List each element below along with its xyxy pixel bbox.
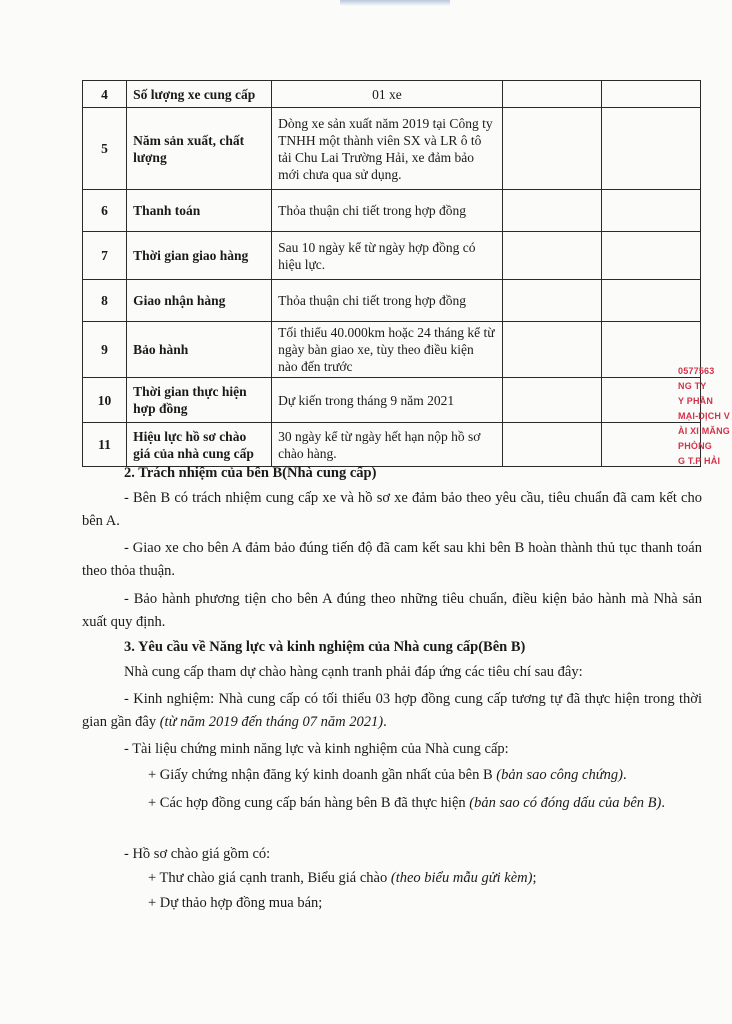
document-item-2-end: . <box>661 795 665 811</box>
company-stamp <box>672 360 732 500</box>
document-item-1-text: + Giấy chứng nhận đăng ký kinh doanh gần nhất của bên B <box>148 767 497 783</box>
row-criterion: Thời gian thực hiện hợp đồng <box>127 378 272 423</box>
stamp-text-line: PHÒNG <box>678 441 713 451</box>
row-criterion: Hiệu lực hồ sơ chào giá của nhà cung cấp <box>127 423 272 467</box>
document-item-2-note: (bản sao có đóng dấu của bên B) <box>469 795 662 811</box>
experience-period: (từ năm 2019 đến tháng 07 năm 2021) <box>159 714 384 730</box>
row-criterion: Năm sản xuất, chất lượng <box>127 108 272 190</box>
row-number: 5 <box>83 108 127 190</box>
document-item-1-note: (bản sao công chứng) <box>496 767 623 783</box>
stamp-text-line: 0577563 <box>678 366 715 376</box>
row-criterion: Bảo hành <box>127 322 272 378</box>
row-number: 6 <box>83 190 127 232</box>
row-requirement: 01 xe <box>272 81 503 108</box>
quote-item-1 <box>86 867 732 890</box>
experience-text: - Kinh nghiệm: Nhà cung cấp có tối thiểu 03 hợp đồng cung cấp tương tự đã thực hiện trong thời gian gần đây <box>82 691 702 730</box>
section2-paragraph-3: - Bảo hành phương tiện cho bên A đúng theo những tiêu chuẩn, điều kiện bảo hành mà Nhà sản xuất quy định. <box>82 591 702 630</box>
row-requirement: Thỏa thuận chi tiết trong hợp đồng <box>272 190 503 232</box>
row-blank-cell <box>502 378 601 423</box>
row-blank-cell <box>502 322 601 378</box>
quote-item-2: + Dự thảo hợp đồng mua bán; <box>148 895 323 911</box>
row-blank-cell <box>502 232 601 280</box>
row-blank-cell <box>601 108 700 190</box>
row-blank-cell <box>502 81 601 108</box>
row-blank-cell <box>502 280 601 322</box>
table-row <box>83 378 701 423</box>
document-item-1-end: . <box>622 767 627 783</box>
section3-heading: 3. Yêu cầu về Năng lực và kinh nghiệm của Nhà cung cấp(Bên B) <box>124 639 526 655</box>
row-requirement: Sau 10 ngày kể từ ngày hợp đồng có hiệu lực. <box>272 232 503 280</box>
document-item-2 <box>82 792 702 815</box>
row-criterion: Thanh toán <box>127 190 272 232</box>
row-number: 9 <box>83 322 127 378</box>
row-blank-cell <box>601 280 700 322</box>
row-blank-cell <box>601 190 700 232</box>
table-row <box>83 232 701 280</box>
section2-paragraph-1: - Bên B có trách nhiệm cung cấp xe và hồ sơ xe đảm bảo theo yêu cầu, tiêu chuẩn đã cam kết cho bên A. <box>82 490 702 529</box>
row-criterion: Thời gian giao hàng <box>127 232 272 280</box>
section3-quote-intro: - Hồ sơ chào giá gồm có: <box>124 846 271 862</box>
section3-intro: Nhà cung cấp tham dự chào hàng cạnh tranh phải đáp ứng các tiêu chí sau đây: <box>124 664 583 680</box>
section2-paragraph-2: - Giao xe cho bên A đảm bảo đúng tiến độ đã cam kết sau khi bên B hoàn thành thủ tục thanh toán theo thỏa thuận. <box>82 540 702 579</box>
row-criterion: Số lượng xe cung cấp <box>127 81 272 108</box>
row-requirement: 30 ngày kể từ ngày hết hạn nộp hồ sơ chào hàng. <box>272 423 503 467</box>
row-number: 8 <box>83 280 127 322</box>
section3-documents-intro: - Tài liệu chứng minh năng lực và kinh nghiệm của Nhà cung cấp: <box>124 741 509 757</box>
quote-item-1-end: ; <box>532 870 537 886</box>
table-row <box>83 108 701 190</box>
row-number: 10 <box>83 378 127 423</box>
stamp-text-line: ÀI XI MĂNG <box>678 426 731 436</box>
row-criterion: Giao nhận hàng <box>127 280 272 322</box>
specification-table-body <box>83 81 701 467</box>
specification-table <box>82 80 701 467</box>
table-row <box>83 423 701 467</box>
row-blank-cell <box>601 232 700 280</box>
stamp-text-line: G T.P HẢI <box>678 456 721 466</box>
table-row <box>83 280 701 322</box>
stamp-text-line: NG TY <box>678 381 707 391</box>
row-requirement: Thỏa thuận chi tiết trong hợp đồng <box>272 280 503 322</box>
row-blank-cell <box>502 108 601 190</box>
quote-item-1-note: (theo biểu mẫu gửi kèm) <box>390 870 533 886</box>
table-row <box>83 81 701 108</box>
row-number: 7 <box>83 232 127 280</box>
row-requirement: Tối thiểu 40.000km hoặc 24 tháng kể từ ngày bàn giao xe, tùy theo điều kiện nào đến trước <box>272 322 503 378</box>
experience-end: . <box>383 714 387 730</box>
row-blank-cell <box>601 81 700 108</box>
quote-item-1-text: + Thư chào giá cạnh tranh, Biểu giá chào <box>148 870 391 886</box>
row-number: 4 <box>83 81 127 108</box>
section3-experience <box>82 688 702 734</box>
table-row <box>83 190 701 232</box>
stamp-text-line: Y PHẦN <box>678 396 714 406</box>
scan-artifact <box>340 0 450 6</box>
row-number: 11 <box>83 423 127 467</box>
row-blank-cell <box>502 190 601 232</box>
document-item-2-text: + Các hợp đồng cung cấp bán hàng bên B đã thực hiện <box>148 795 470 811</box>
row-blank-cell <box>502 423 601 467</box>
section2-heading: 2. Trách nhiệm của bên B(Nhà cung cấp) <box>124 465 377 481</box>
table-row <box>83 322 701 378</box>
row-requirement: Dự kiến trong tháng 9 năm 2021 <box>272 378 503 423</box>
document-item-1 <box>86 764 732 787</box>
stamp-text-line: MẠI-DỊCH V <box>678 411 730 421</box>
row-requirement: Dòng xe sản xuất năm 2019 tại Công ty TNHH một thành viên SX và LR ô tô tải Chu Lai Trường Hải, xe đảm bảo mới chưa qua sử dụng. <box>272 108 503 190</box>
